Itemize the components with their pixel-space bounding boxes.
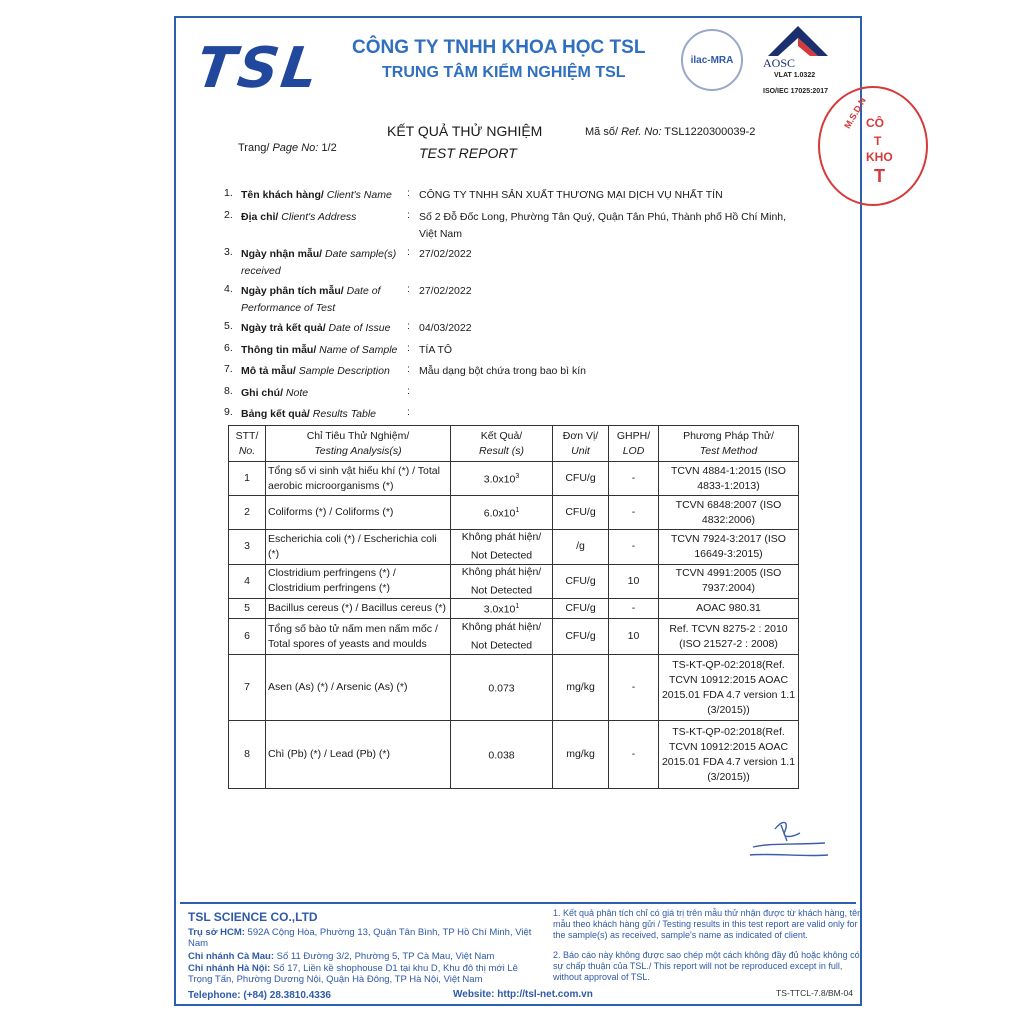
cell-method: TCVN 6848:2007 (ISO 4832:2006) [659,496,799,530]
info-label: Bảng kết quả/ Results Table [241,408,377,420]
cell-result: 0.073 [451,655,553,721]
table-row [229,496,799,530]
footer-hanoi-address: Chi nhánh Hà Nội: Số 17, Liền kề shophouse D1 tại khu D, Khu đô thị mới Lê Trọng Tấn, Phường Dương Nội, Quận Hà Đông, TP Hà Nội, Việt Nam [188,963,518,985]
cell-result: $3.0x10^1$ [451,599,553,619]
cell-result: Không phát hiện/ Not Detected [451,619,553,655]
cell-result: $6.0x10^1$ [451,496,553,530]
cell-analysis: Coliforms (*) / Coliforms (*) [266,496,451,530]
aosc-label: AOSC [763,56,796,70]
info-number: 8. [224,385,233,397]
info-label: Địa chỉ/ Client's Address [241,211,357,223]
info-number: 5. [224,320,233,332]
report-subtitle: TEST REPORT [419,145,517,161]
info-colon: : [407,209,410,221]
cell-no: 4 [229,564,266,599]
info-number: 9. [224,406,233,418]
cell-unit: CFU/g [553,462,609,496]
footer-note-1: 1. Kết quả phân tích chỉ có giá trị trên mẫu thử nhận được từ khách hàng, tên mẫu theo khách hàng gửi / Testing results in this test report are valid only for the sample(s) as received, sample's name as indicated of client. [553,908,863,940]
cell-no: 2 [229,496,266,530]
table-header-cell: Phương Pháp Thử/ Test Method [659,426,799,462]
table-header-cell: Chỉ Tiêu Thử Nghiệm/ Testing Analysis(s) [266,426,451,462]
cell-method: AOAC 980.31 [659,599,799,619]
cell-analysis: Clostridium perfringens (*) / Clostridium perfringens (*) [266,564,451,599]
info-number: 3. [224,246,233,258]
info-label: Ngày trả kết quả/ Date of Issue [241,322,391,334]
red-stamp: M.S.D.N CÔ T KHO T [818,86,928,206]
table-row [229,462,799,496]
table-header-cell: Kết Quả/ Result (s) [451,426,553,462]
cell-analysis: Escherichia coli (*) / Escherichia coli (*) [266,530,451,565]
cell-unit: mg/kg [553,721,609,789]
info-number: 2. [224,209,233,221]
info-colon: : [407,406,410,418]
info-number: 4. [224,283,233,295]
footer-camau-address: Chi nhánh Cà Mau: Số 11 Đường 3/2, Phường 5, TP Cà Mau, Việt Nam [188,951,495,962]
info-number: 1. [224,187,233,199]
info-colon: : [407,342,410,354]
table-row [229,530,799,565]
footer-note-2: 2. Báo cáo này không được sao chép một cách không đầy đủ hoặc không có sự chấp thuận của TSL./ This report will not be reproduced except in full, without approval of TSL. [553,950,860,982]
info-colon: : [407,385,410,397]
cell-method: TCVN 4991:2005 (ISO 7937:2004) [659,564,799,599]
info-label: Ngày nhận mẫu/ Date sample(s) received [241,248,397,277]
info-label: Ghi chú/ Note [241,387,309,399]
table-header-cell: STT/ No. [229,426,266,462]
cell-lod: 10 [609,619,659,655]
cell-no: 7 [229,655,266,721]
page-number: Trang/ Page No: 1/2 [238,142,337,154]
cell-method: TCVN 4884-1:2015 (ISO 4833-1:2013) [659,462,799,496]
cell-lod: - [609,655,659,721]
table-row [229,564,799,599]
ilac-mra-seal [681,29,743,91]
cell-result: $3.0x10^3$ [451,462,553,496]
footer-company: TSL SCIENCE CO.,LTD [188,910,318,924]
cell-analysis: Asen (As) (*) / Arsenic (As) (*) [266,655,451,721]
footer-telephone: Telephone: (+84) 28.3810.4336 [188,990,331,1001]
cell-no: 1 [229,462,266,496]
cell-analysis: Chì (Pb) (*) / Lead (Pb) (*) [266,721,451,789]
ilac-label: ilac-MRA [690,54,734,66]
info-label: Ngày phân tích mẫu/ Date of Performance of Test [241,285,381,314]
info-colon: : [407,187,410,199]
cell-no: 6 [229,619,266,655]
info-number: 7. [224,363,233,375]
company-name: CÔNG TY TNHH KHOA HỌC TSL [352,37,646,58]
cell-method: TS-KT-QP-02:2018(Ref. TCVN 10912:2015 AOAC 2015.01 FDA 4.7 version 1.1 (3/2015)) [659,655,799,721]
cell-lod: 10 [609,564,659,599]
info-value: Mẫu dạng bột chứa trong bao bì kín [419,365,586,377]
cell-analysis: Tổng số vi sinh vật hiếu khí (*) / Total aerobic microorganisms (*) [266,462,451,496]
cell-no: 3 [229,530,266,565]
info-value: 27/02/2022 [419,285,472,297]
info-value: Số 2 Đỗ Đốc Long, Phường Tân Quý, Quận Tân Phú, Thành phố Hồ Chí Minh, Việt Nam [419,211,787,240]
info-value: CÔNG TY TNHH SẢN XUẤT THƯƠNG MẠI DỊCH VỤ NHẤT TÍN [419,189,723,201]
info-number: 6. [224,342,233,354]
cell-unit: CFU/g [553,564,609,599]
table-row [229,619,799,655]
footer-hq-address: Trụ sở HCM: 592A Cộng Hòa, Phường 13, Quận Tân Bình, TP Hồ Chí Minh, Việt Nam [188,927,532,949]
cell-result: 0.038 [451,721,553,789]
testing-center-name: TRUNG TÂM KIỂM NGHIỆM TSL [382,64,626,81]
table-header-cell: Đơn Vị/ Unit [553,426,609,462]
report-title: KẾT QUẢ THỬ NGHIỆM [387,123,543,139]
cell-analysis: Tổng số bào tử nấm men nấm mốc / Total spores of yeasts and moulds [266,619,451,655]
info-value: 04/03/2022 [419,322,472,334]
cell-lod: - [609,462,659,496]
info-colon: : [407,246,410,258]
form-code: TS-TTCL-7.8/BM-04 [776,988,853,998]
cell-method: Ref. TCVN 8275-2 : 2010 (ISO 21527-2 : 2008) [659,619,799,655]
info-colon: : [407,283,410,295]
info-value: 27/02/2022 [419,248,472,260]
info-label: Thông tin mẫu/ Name of Sample [241,344,398,356]
cell-unit: CFU/g [553,496,609,530]
footer-website[interactable]: Website: http://tsl-net.com.vn [453,989,593,1000]
results-table [228,425,799,789]
cell-unit: /g [553,530,609,565]
cell-method: TS-KT-QP-02:2018(Ref. TCVN 10912:2015 AOAC 2015.01 FDA 4.7 version 1.1 (3/2015)) [659,721,799,789]
info-colon: : [407,363,410,375]
cell-no: 5 [229,599,266,619]
cell-result: Không phát hiện/ Not Detected [451,530,553,565]
cell-method: TCVN 7924-3:2017 (ISO 16649-3:2015) [659,530,799,565]
cell-no: 8 [229,721,266,789]
cell-result: Không phát hiện/ Not Detected [451,564,553,599]
vlat-number: VLAT 1.0322 [774,72,816,79]
table-row [229,599,799,619]
table-header-cell: GHPH/ LOD [609,426,659,462]
info-value: TÍA TÔ [419,344,453,356]
cell-lod: - [609,721,659,789]
reference-number: Mã số/ Ref. No: TSL1220300039-2 [585,126,756,138]
cell-analysis: Bacillus cereus (*) / Bacillus cereus (*) [266,599,451,619]
signature [745,815,830,865]
cell-unit: CFU/g [553,599,609,619]
footer-divider [180,902,856,904]
info-label: Mô tả mẫu/ Sample Description [241,365,390,377]
table-row [229,721,799,789]
tsl-logo: TSL [192,36,325,101]
cell-lod: - [609,530,659,565]
info-label: Tên khách hàng/ Client's Name [241,189,392,201]
cell-lod: - [609,599,659,619]
cell-lod: - [609,496,659,530]
iso-standard: ISO/IEC 17025:2017 [763,88,828,95]
cell-unit: mg/kg [553,655,609,721]
table-header-row [229,426,799,462]
cell-unit: CFU/g [553,619,609,655]
info-colon: : [407,320,410,332]
table-row [229,655,799,721]
